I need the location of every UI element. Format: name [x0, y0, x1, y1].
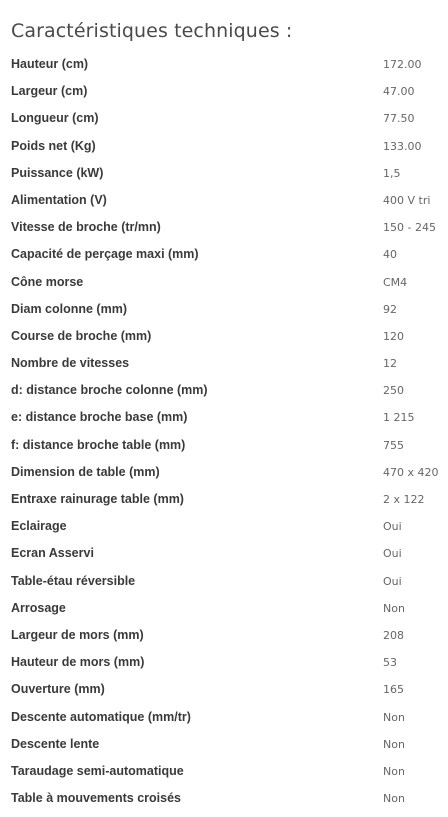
spec-row [0, 215, 448, 242]
spec-row [0, 541, 448, 568]
spec-value: 40 [383, 248, 397, 262]
spec-table [0, 52, 448, 813]
spec-label: Nombre de vitesses [11, 356, 130, 371]
spec-label: Ecran Asservi [11, 546, 94, 561]
spec-value: 165 [383, 683, 404, 697]
spec-label: Cône morse [11, 274, 84, 289]
spec-label: e: distance broche base (mm) [11, 410, 188, 425]
spec-value: Oui [383, 520, 402, 534]
spec-row [0, 378, 448, 405]
page-title: Caractéristiques techniques : [11, 20, 293, 42]
spec-label: Alimentation (V) [11, 192, 107, 207]
spec-row [0, 569, 448, 596]
spec-label: Descente automatique (mm/tr) [11, 709, 191, 724]
spec-value: Oui [383, 547, 402, 561]
spec-label: f: distance broche table (mm) [11, 437, 186, 452]
spec-label: Largeur (cm) [11, 84, 88, 99]
spec-row [0, 351, 448, 378]
spec-row [0, 514, 448, 541]
spec-value: CM4 [383, 275, 408, 289]
spec-row [0, 79, 448, 106]
spec-row [0, 161, 448, 188]
spec-row [0, 596, 448, 623]
spec-label: Longueur (cm) [11, 111, 99, 126]
spec-value: 470 x 420 [383, 465, 439, 479]
spec-value: 12 [383, 357, 397, 371]
spec-label: Hauteur (cm) [11, 57, 89, 71]
spec-row [0, 405, 448, 432]
spec-value: 53 [383, 656, 397, 670]
spec-row [0, 106, 448, 133]
spec-row [0, 705, 448, 732]
spec-row [0, 460, 448, 487]
spec-value: Non [383, 737, 405, 751]
spec-label: Arrosage [11, 600, 66, 615]
spec-row [0, 759, 448, 786]
spec-row [0, 786, 448, 813]
spec-row [0, 270, 448, 297]
spec-label: Eclairage [11, 519, 67, 534]
spec-label: Entraxe rainurage table (mm) [11, 492, 184, 506]
spec-label: Dimension de table (mm) [11, 464, 160, 479]
spec-value: 172.00 [383, 58, 422, 71]
spec-row [0, 487, 448, 514]
spec-row [0, 52, 448, 79]
spec-value: Non [383, 601, 405, 615]
spec-label: Largeur de mors (mm) [11, 627, 144, 642]
spec-label: Taraudage semi-automatique [11, 763, 184, 778]
spec-value: 250 [383, 384, 404, 398]
spec-label: Table-étau réversible [11, 573, 136, 588]
spec-value: 92 [383, 302, 397, 316]
spec-row [0, 297, 448, 324]
spec-value: 47.00 [383, 85, 415, 99]
spec-value: 208 [383, 628, 404, 642]
spec-row [0, 242, 448, 269]
spec-label: Descente lente [11, 736, 100, 751]
spec-value: Oui [383, 574, 402, 588]
spec-row [0, 677, 448, 704]
spec-row [0, 623, 448, 650]
spec-value: 150 - 245 [383, 221, 436, 235]
spec-value: 2 x 122 [383, 493, 425, 506]
spec-value: 133.00 [383, 139, 422, 153]
spec-label: d: distance broche colonne (mm) [11, 383, 208, 398]
spec-label: Diam colonne (mm) [11, 301, 127, 316]
spec-label: Hauteur de mors (mm) [11, 655, 145, 670]
spec-row [0, 650, 448, 677]
spec-label: Ouverture (mm) [11, 682, 105, 697]
spec-row [0, 732, 448, 759]
spec-value: 1,5 [383, 166, 401, 180]
spec-value: 755 [383, 438, 404, 452]
spec-label: Poids net (Kg) [11, 138, 96, 153]
spec-label: Table à mouvements croisés [11, 791, 181, 806]
spec-label: Course de broche (mm) [11, 328, 152, 343]
spec-value: Non [383, 710, 405, 724]
spec-value: 400 V tri [383, 193, 431, 207]
spec-row [0, 188, 448, 215]
spec-label: Vitesse de broche (tr/mn) [11, 220, 161, 235]
spec-value: Non [383, 764, 405, 778]
spec-row [0, 324, 448, 351]
spec-label: Puissance (kW) [11, 165, 104, 180]
spec-value: Non [383, 792, 405, 806]
spec-value: 1 215 [383, 411, 415, 425]
spec-row [0, 433, 448, 460]
spec-label: Capacité de perçage maxi (mm) [11, 247, 199, 262]
spec-row [0, 134, 448, 161]
spec-value: 120 [383, 329, 404, 343]
spec-value: 77.50 [383, 112, 415, 126]
